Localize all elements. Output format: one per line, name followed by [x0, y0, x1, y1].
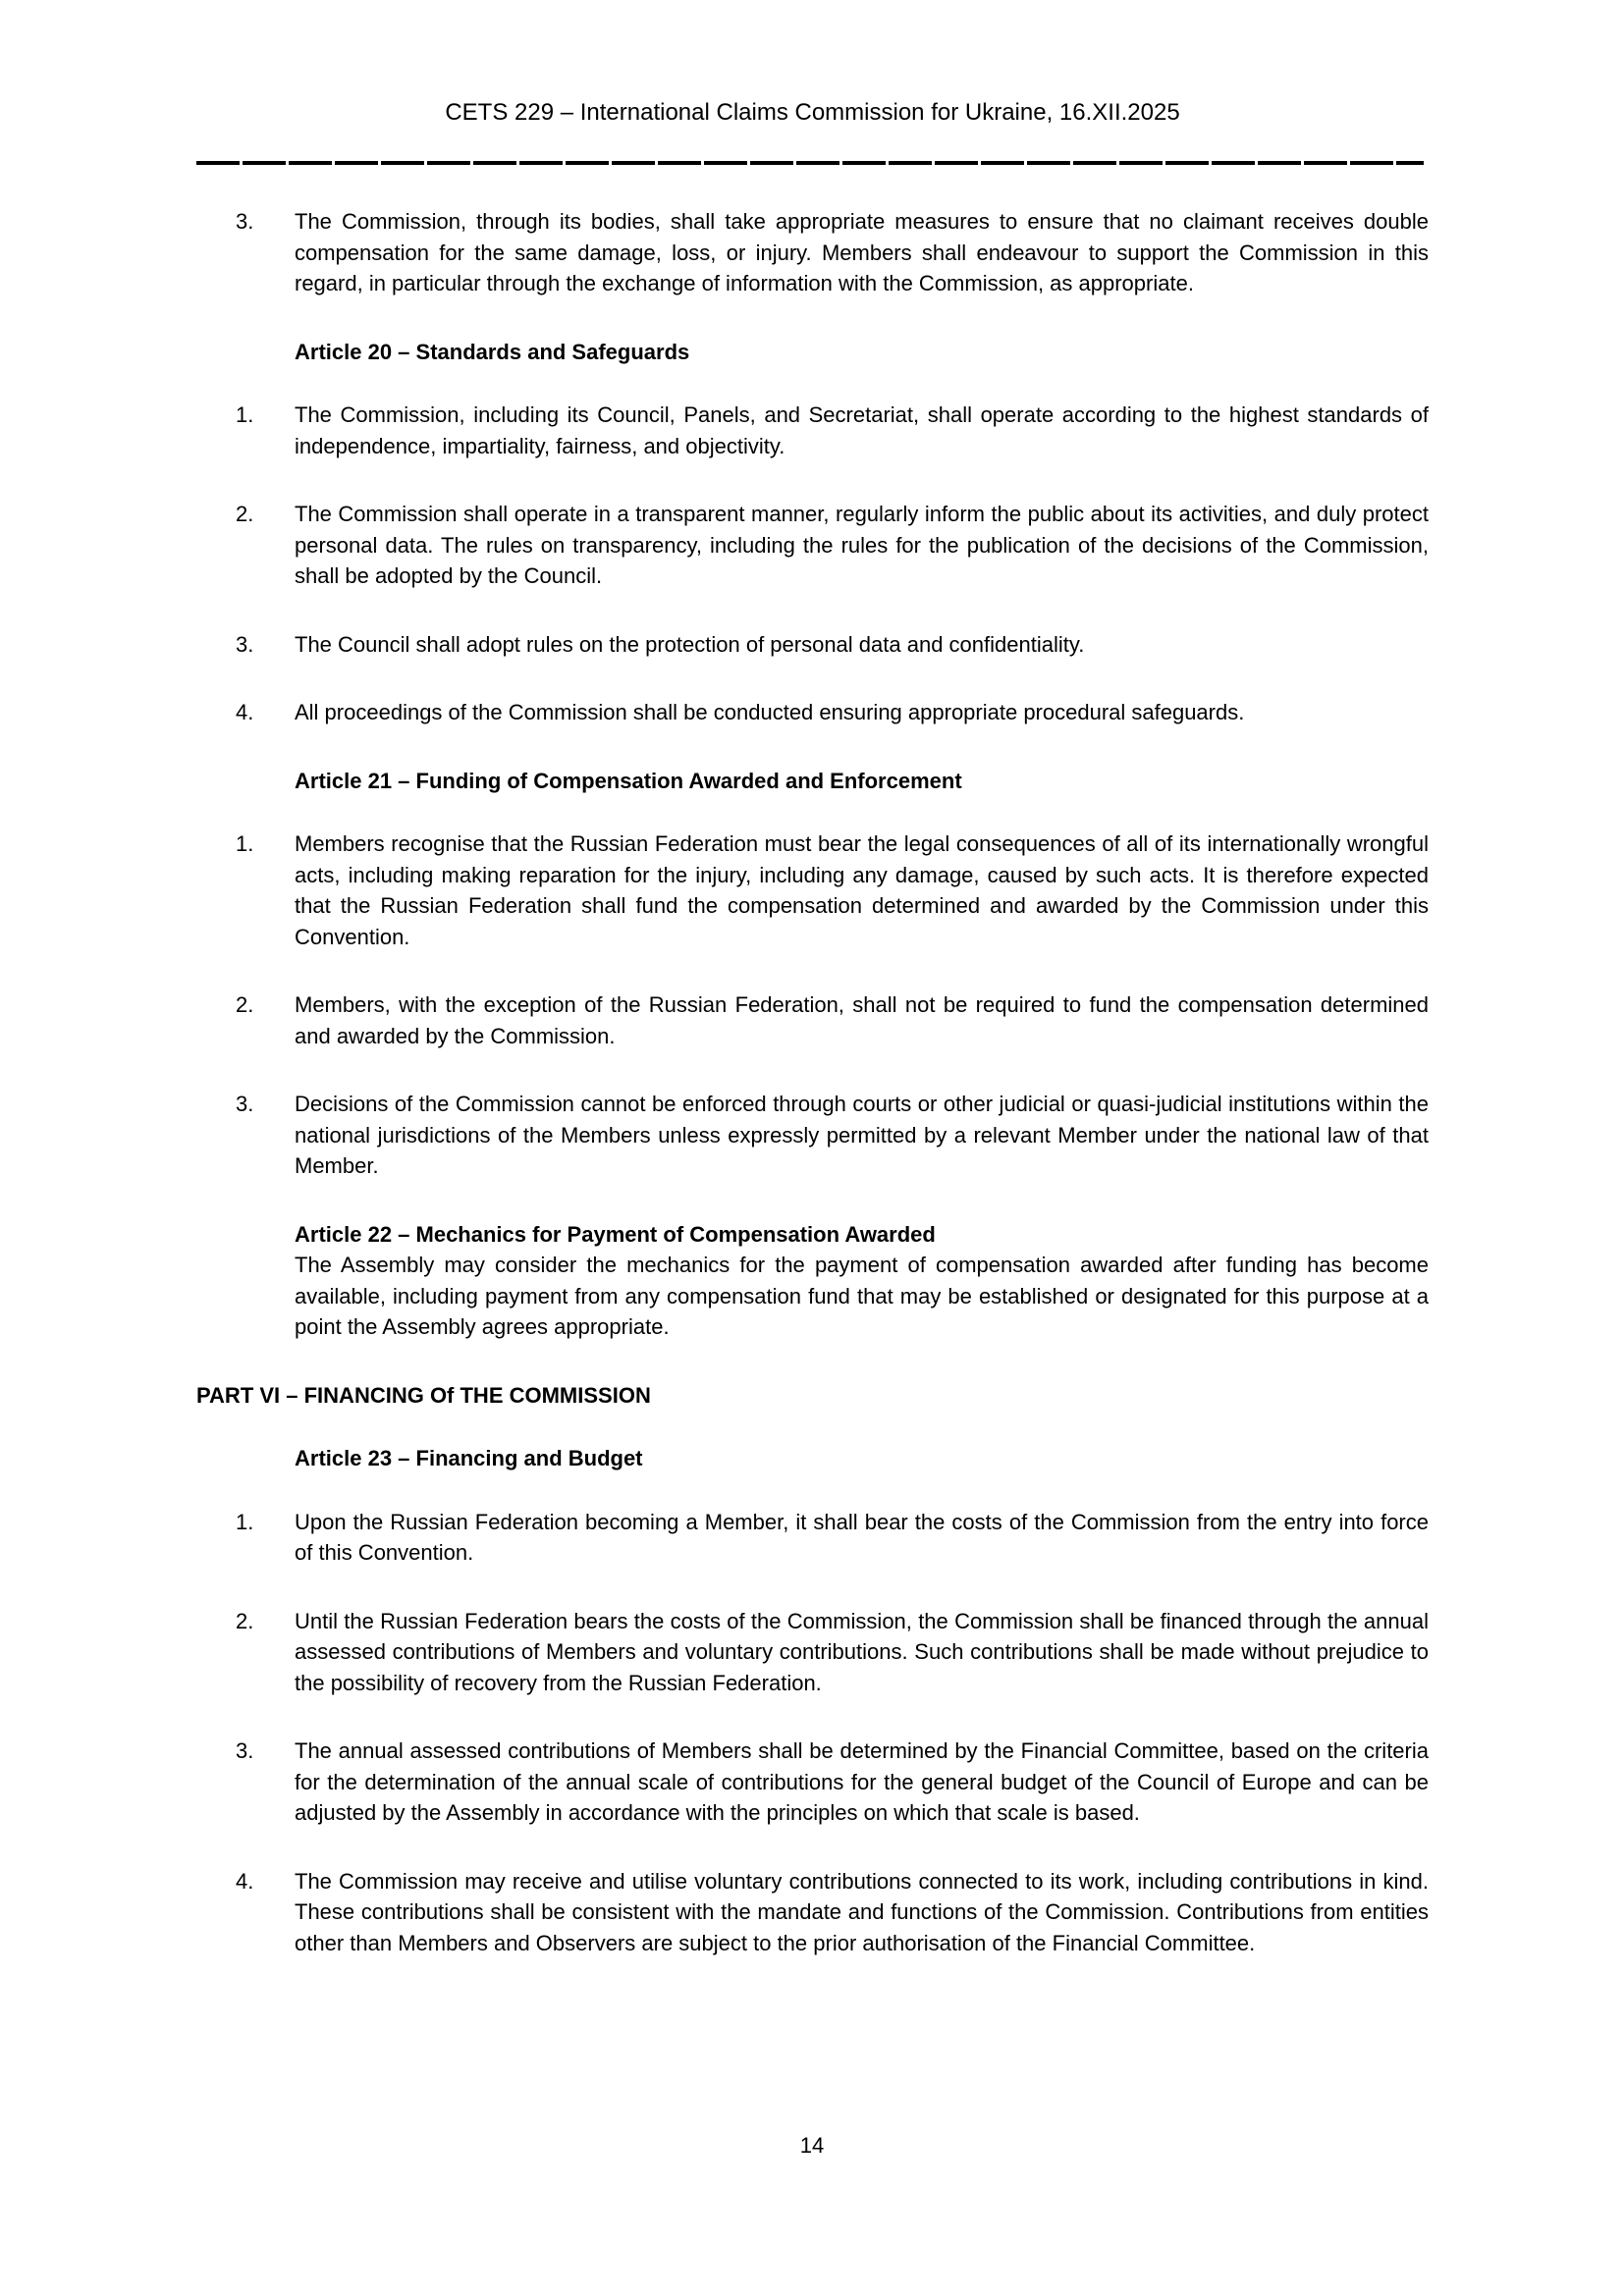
numbered-paragraph	[196, 1089, 1429, 1182]
paragraph-text: Decisions of the Commission cannot be enforced through courts or other judicial or quasi-judicial institutions within the national jurisdictions of the Members unless expressly permitted by a relevant Member under the national law of that Member.	[295, 1092, 1429, 1178]
document-body	[196, 206, 1429, 1958]
article-heading: Article 20 – Standards and Safeguards	[295, 339, 690, 364]
paragraph-text: Until the Russian Federation bears the costs of the Commission, the Commission shall be financed through the annual assessed contributions of Members and voluntary contributions. Such contributions shall be made without prejudice to the possibility of recovery from the Russian Federation.	[295, 1608, 1429, 1695]
numbered-paragraph	[196, 828, 1429, 952]
header-rule	[196, 161, 1424, 165]
numbered-paragraph	[196, 989, 1429, 1051]
numbered-paragraph	[196, 1866, 1429, 1959]
paragraph-number: 3.	[236, 209, 254, 234]
article-heading: Article 21 – Funding of Compensation Awarded and Enforcement	[295, 768, 962, 793]
paragraph-text: The Commission, including its Council, Panels, and Secretariat, shall operate according to the highest standards of independence, impartiality, fairness, and objectivity.	[295, 402, 1429, 458]
numbered-paragraph	[196, 1735, 1429, 1829]
paragraph-text: The annual assessed contributions of Members shall be determined by the Financial Committee, based on the criteria for the determination of the annual scale of contributions for the general budget of the Council of Europe and can be adjusted by the Assembly in accordance with the principles on which that scale is based.	[295, 1738, 1429, 1825]
numbered-paragraph	[196, 1606, 1429, 1699]
numbered-paragraph	[196, 400, 1429, 461]
article-heading: Article 22 – Mechanics for Payment of Compensation Awarded	[295, 1221, 936, 1247]
numbered-paragraph	[196, 629, 1429, 661]
paragraph-number: 2.	[236, 1608, 254, 1633]
paragraph-number: 1.	[236, 402, 254, 427]
numbered-paragraph	[196, 697, 1429, 728]
paragraph-number: 3.	[236, 1092, 254, 1116]
paragraph-text: Members, with the exception of the Russian Federation, shall not be required to fund the compensation determined and awarded by the Commission.	[295, 992, 1429, 1048]
paragraph-text: Members recognise that the Russian Federation must bear the legal consequences of all of its internationally wrongful acts, including making reparation for the injury, including any damage, caused by such acts. It is therefore expected that the Russian Federation shall fund the compensation determined and awarded by the Commission under this Convention.	[295, 831, 1429, 949]
paragraph-number: 2.	[236, 502, 254, 526]
paragraph-text: The Commission, through its bodies, shall take appropriate measures to ensure that no claimant receives double compensation for the same damage, loss, or injury. Members shall endeavour to support the Commission in this regard, in particular through the exchange of information with the Commission, as appropriate.	[295, 209, 1429, 295]
paragraph-number: 1.	[236, 831, 254, 856]
paragraph-number: 4.	[236, 700, 254, 724]
paragraph-number: 3.	[236, 631, 254, 657]
paragraph-text: The Council shall adopt rules on the protection of personal data and confidentiality.	[295, 631, 1085, 657]
paragraph-text: Upon the Russian Federation becoming a Member, it shall bear the costs of the Commission from the entry into force of this Convention.	[295, 1509, 1429, 1565]
paragraph-text: All proceedings of the Commission shall be conducted ensuring appropriate procedural safeguards.	[295, 700, 1245, 724]
document-header: CETS 229 – International Claims Commission for Ukraine, 16.XII.2025	[445, 99, 1180, 126]
article-heading: Article 23 – Financing and Budget	[295, 1446, 643, 1470]
paragraph-number: 1.	[236, 1509, 254, 1534]
numbered-paragraph	[196, 1507, 1429, 1569]
numbered-paragraph	[196, 499, 1429, 592]
paragraph-text: The Commission shall operate in a transparent manner, regularly inform the public about its activities, and duly protect personal data. The rules on transparency, including the rules for the publication of the decisions of the Commission, shall be adopted by the Council.	[295, 502, 1429, 588]
page-number: 14	[799, 2133, 825, 2158]
numbered-paragraph	[196, 206, 1429, 299]
paragraph-number: 3.	[236, 1738, 254, 1763]
paragraph-number: 2.	[236, 992, 254, 1017]
paragraph-text: The Commission may receive and utilise voluntary contributions connected to its work, including contributions in kind. These contributions shall be consistent with the mandate and functions of the Commission. Contributions from entities other than Members and Observers are subject to the prior authorisation of the Financial Committee.	[295, 1868, 1429, 1955]
paragraph-text: The Assembly may consider the mechanics for the payment of compensation awarded after funding has become available, including payment from any compensation fund that may be established or designated for this purpose at a point the Assembly agrees appropriate.	[295, 1253, 1429, 1339]
part-heading: PART VI – FINANCING Of THE COMMISSION	[196, 1382, 651, 1408]
paragraph-number: 4.	[236, 1868, 254, 1894]
